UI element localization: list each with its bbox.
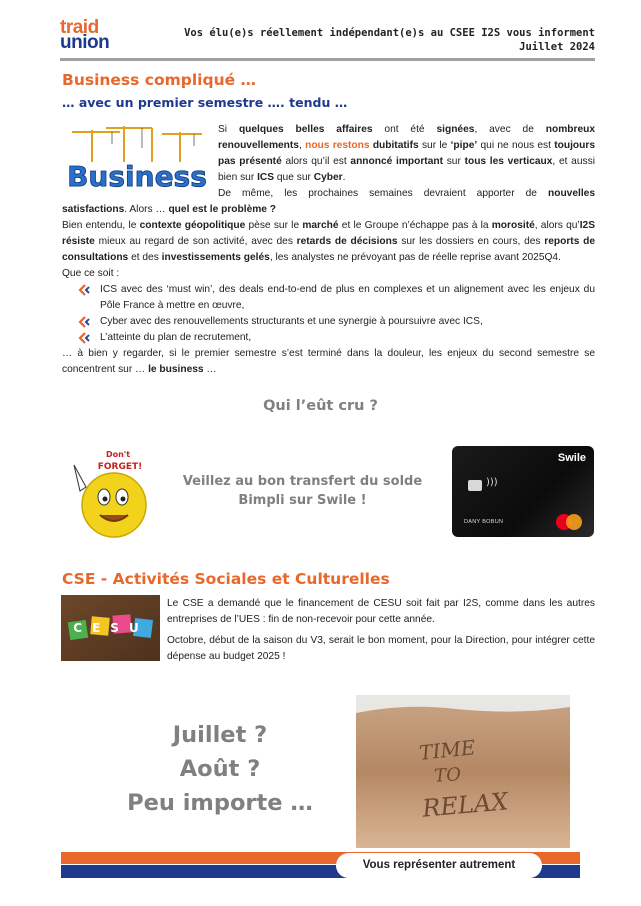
cse-title: CSE - Activités Sociales et Culturelles xyxy=(62,570,390,588)
card-chip-icon xyxy=(468,480,482,491)
business-subtitle: … avec un premier semestre …. tendu … xyxy=(62,95,348,110)
business-body xyxy=(62,122,595,378)
list-item: ICS avec des ‘must win’, des deals end-to-end de plus en complexes et un alignement avec les enjeux du Pôle France à mettre en œuvre, xyxy=(78,282,595,314)
contactless-icon: ))) xyxy=(486,477,498,488)
closing-text xyxy=(90,718,350,820)
list-item: Cyber avec des renouvellements structurants et une synergie à poursuivre avec ICS, xyxy=(78,314,595,330)
closing-line1: Juillet ? xyxy=(172,722,268,748)
sticker-text-dont: Don't xyxy=(105,450,131,459)
business-image-text: Business xyxy=(67,160,207,193)
footer-slogan: Vous représenter autrement xyxy=(336,853,542,878)
swile-card xyxy=(452,446,594,537)
business-bullet-list xyxy=(62,282,595,346)
list-item: L’atteinte du plan de recrutement, xyxy=(78,330,595,346)
cesu-image xyxy=(61,595,160,661)
logo-line1: traid xyxy=(60,17,99,38)
closing-line3: Peu importe … xyxy=(127,790,313,816)
time-to-relax-image xyxy=(356,695,570,848)
sand-text-to: TO xyxy=(433,764,462,787)
business-paragraph-3: Bien entendu, le contexte géopolitique pèse sur le marché et le Groupe n’échappe pas à la morosité, alors qu’I2S résiste mieux au regard de son activité, avec des retards de décisions sur les dossiers en cours, des reports de consultations et des investissements gelés, les analystes ne prévoyant pas de réelle reprise avant 2025Q4. xyxy=(62,220,595,263)
mastercard-icon-right xyxy=(566,514,582,530)
bullet-arrow-icon xyxy=(78,332,90,344)
cse-paragraph-1: Le CSE a demandé que le financement de CESU soit fait par I2S, comme dans les autres entreprises de l’UES : fin de non-recevoir pour cette année. xyxy=(167,598,595,625)
sand-text-time: TIME xyxy=(418,735,477,765)
header-tagline: Vos élu(e)s réellement indépendant(e)s au CSEE I2S vous informent xyxy=(184,27,595,39)
business-conclusion: Qui l’eût cru ? xyxy=(263,398,378,414)
cse-body xyxy=(167,596,595,670)
highlight-nous-restons: nous restons xyxy=(305,140,370,151)
header-info xyxy=(184,26,595,54)
business-title: Business compliqué … xyxy=(62,71,257,89)
business-image xyxy=(62,122,212,194)
card-holder: DANY BOBUN xyxy=(464,519,504,525)
logo-line2: union xyxy=(60,32,110,53)
bullet-arrow-icon xyxy=(78,316,90,328)
closing-line2: Août ? xyxy=(179,756,261,782)
business-paragraph-2: De même, les prochaines semaines devraient apporter de nouvelles satisfactions. Alors … quel est le problème ? xyxy=(62,188,595,215)
bullet-arrow-icon xyxy=(78,284,90,296)
business-paragraph-4: … à bien y regarder, si le premier semestre s’est terminé dans la douleur, les enjeux du second semestre se concentrent sur … le business … xyxy=(62,348,595,375)
sticker-text-forget: FORGET! xyxy=(97,462,143,472)
traid-union-logo xyxy=(60,17,132,53)
header-divider xyxy=(60,58,595,61)
business-paragraph-1: Si quelques belles affaires ont été signées, avec de nombreux renouvellements, nous restons dubitatifs sur le ‘pipe’ qui ne nous est toujours pas présenté alors qu’il est annoncé important sur tous les verticaux, et aussi bien sur ICS que sur Cyber. xyxy=(218,124,595,183)
cse-paragraph-2: Octobre, début de la saison du V3, serait le bon moment, pour la Direction, pour intégrer cette dépense au budget 2025 ! xyxy=(167,635,595,662)
header-date: Juillet 2024 xyxy=(519,41,595,53)
sand-text-relax: RELAX xyxy=(421,787,510,823)
card-brand: Swile xyxy=(557,452,586,464)
que-ce-soit: Que ce soit : xyxy=(62,268,120,279)
cesu-image-text: CESU xyxy=(73,621,149,635)
bimpli-swile-reminder: Veillez au bon transfert du solde Bimpli sur Swile ! xyxy=(182,474,423,508)
dont-forget-sticker xyxy=(66,447,154,539)
